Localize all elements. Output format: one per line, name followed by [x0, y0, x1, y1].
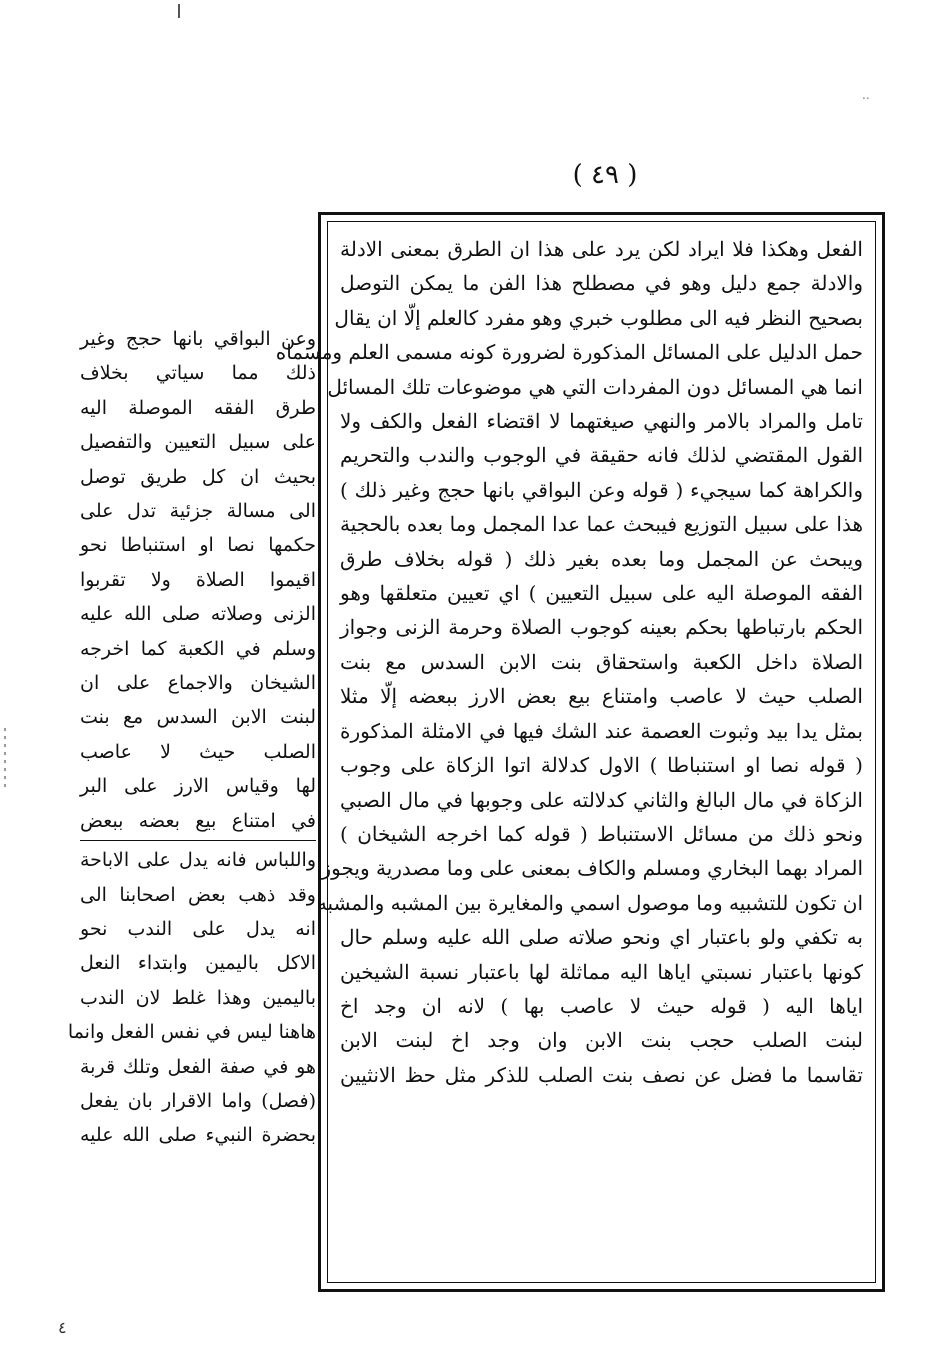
main-text-line: القول المقتضي لذلك فانه حقيقة في الوجوب والندب والتحريم: [340, 443, 863, 468]
main-text-line: الحكم بارتباطها بحكم بعينه كوجوب الصلاة وحرمة الزنى وجواز: [340, 615, 863, 640]
main-text-line: الصلب حيث لا عاصب وامتناع بيع بعض الارز ببعضه إلّا مثلا: [340, 684, 863, 709]
margin-text-line: في امتناع بيع بعضه ببعض: [80, 809, 316, 832]
margin-text-line: لبنت الابن السدس مع بنت: [80, 706, 316, 729]
main-text-line: بمثل يدا بيد وثبوت العصمة عند الشك فيها في الامثلة المذكورة: [340, 718, 863, 743]
margin-text-line: (فصل) واما الاقرار بان يفعل: [80, 1089, 316, 1112]
main-text-line: الفعل وهكذا فلا ايراد لكن يرد على هذا ان الطرق بمعنى الادلة: [340, 237, 863, 261]
main-text-line: ( قوله نصا او استنباطا ) الاول كدلالة اتوا الزكاة على وجوب: [340, 753, 863, 778]
margin-lower-block: [67, 843, 316, 1153]
margin-upper-block: [80, 322, 316, 838]
margin-divider: [80, 840, 316, 841]
main-text-line: هذا على سبيل التوزيع فيبحث عما عدا المجمل وما بعده بالحجية: [340, 512, 863, 537]
main-text-line: كونها باعتبار نسبتي اياها اليه مماثلة لها باعتبار نسبة الشيخين: [340, 959, 863, 984]
scan-edge-mark: [4, 728, 6, 788]
main-text-frame: [275, 212, 885, 1292]
main-text-line: به تكفي ولو باعتبار اي ونحو صلاته صلى الله عليه وسلم حال: [340, 925, 863, 950]
margin-text-line: ذلك مما سياتي بخلاف: [80, 362, 316, 385]
margin-text-line: الشيخان والاجماع على ان: [80, 672, 316, 695]
margin-text-line: طرق الفقه الموصلة اليه: [80, 396, 316, 419]
margin-text-line: انه يدل على الندب نحو: [80, 917, 316, 940]
main-text-line: تامل والمراد بالامر والنهي صيغتهما لا اقتضاء الفعل والكف ولا: [340, 409, 863, 434]
main-text-line: انما هي المسائل دون المفردات التي هي موضوعات تلك المسائل: [327, 374, 863, 399]
margin-text-column: [67, 322, 316, 1153]
margin-text-line: الى مسالة جزئية تدل على: [80, 500, 316, 523]
margin-text-line: لها وقياس الارز على البر: [80, 775, 316, 798]
main-text-line: الفقه الموصلة اليه على سبيل التعيين ) اي تعيين متعلقها وهو: [340, 581, 863, 606]
main-text-line: تقاسما ما فضل عن نصف بنت الصلب للذكر مثل حظ الانثيين: [340, 1062, 863, 1087]
main-text-line: بصحيح النظر فيه الى مطلوب خبري وهو مفرد كالعلم إلّا ان يقال: [334, 305, 863, 330]
margin-text-line: وسلم في الكعبة كما اخرجه: [80, 637, 316, 660]
main-text-line: ان تكون للتشبيه وما موصول اسمي والمغايرة بين المشبه والمشبه: [316, 890, 863, 915]
main-text-line: اياها اليه ( قوله حيث لا عاصب بها ) لانه ان وجد اخ: [340, 993, 863, 1018]
main-text-line: ويبحث عن المجمل وما بعده بغير ذلك ( قوله بخلاف طرق: [340, 546, 863, 571]
margin-text-line: بحضرة النبيء صلى الله عليه: [80, 1124, 316, 1147]
margin-text-line: بحيث ان كل طريق توصل: [80, 465, 316, 488]
main-text-line: والادلة جمع دليل وهو في مصطلح هذا الفن ما يمكن التوصل: [340, 271, 863, 296]
main-text-line: الصلاة داخل الكعبة واستحقاق بنت الابن السدس مع بنت: [340, 649, 863, 674]
main-text-line: الزكاة في مال البالغ والثاني كدلالته على وجوبها في مال الصبي: [340, 787, 863, 812]
margin-text-line: اقيموا الصلاة ولا تقربوا: [80, 568, 316, 591]
margin-text-line: هو في صفة الفعل وتلك قربة: [80, 1055, 316, 1078]
margin-text-line: باليمين وهذا غلط لان الندب: [80, 986, 316, 1009]
margin-text-line: الصلب حيث لا عاصب: [80, 740, 316, 763]
corner-mark: ..: [862, 88, 870, 102]
main-text-line: حمل الدليل على المسائل المذكورة لضرورة كونه مسمى العلم ومسماه: [275, 340, 863, 365]
margin-text-line: حكمها نصا او استنباطا نحو: [80, 534, 316, 557]
main-text-line: والكراهة كما سيجيء ( قوله وعن البواقي بانها حجج وغير ذلك ): [340, 477, 863, 502]
margin-text-line: هاهنا ليس في نفس الفعل وانما: [67, 1021, 316, 1044]
margin-text-line: الزنى وصلاته صلى الله عليه: [80, 603, 316, 626]
main-text-block: [275, 221, 876, 1283]
margin-text-line: واللباس فانه يدل على الاباحة: [80, 849, 316, 872]
margin-text-line: وقد ذهب بعض اصحابنا الى: [80, 883, 316, 906]
bottom-page-mark: ٤: [58, 1318, 67, 1337]
margin-text-line: وعن البواقي بانها حجج وغير: [80, 328, 316, 350]
main-text-line: لبنت الصلب حجب بنت الابن وان وجد اخ لبنت الابن: [340, 1028, 863, 1053]
margin-text-line: الاكل باليمين وابتداء النعل: [80, 952, 316, 975]
top-edge-mark: [178, 4, 180, 18]
page-number: ( ٤٩ ): [572, 160, 638, 190]
main-text-line: المراد بهما البخاري ومسلم والكاف بمعنى على وما مصدرية ويجوز: [321, 856, 863, 881]
margin-text-line: على سبيل التعيين والتفصيل: [80, 431, 316, 454]
main-text-line: ونحو ذلك من مسائل الاستنباط ( قوله كما اخرجه الشيخان ): [340, 821, 863, 846]
